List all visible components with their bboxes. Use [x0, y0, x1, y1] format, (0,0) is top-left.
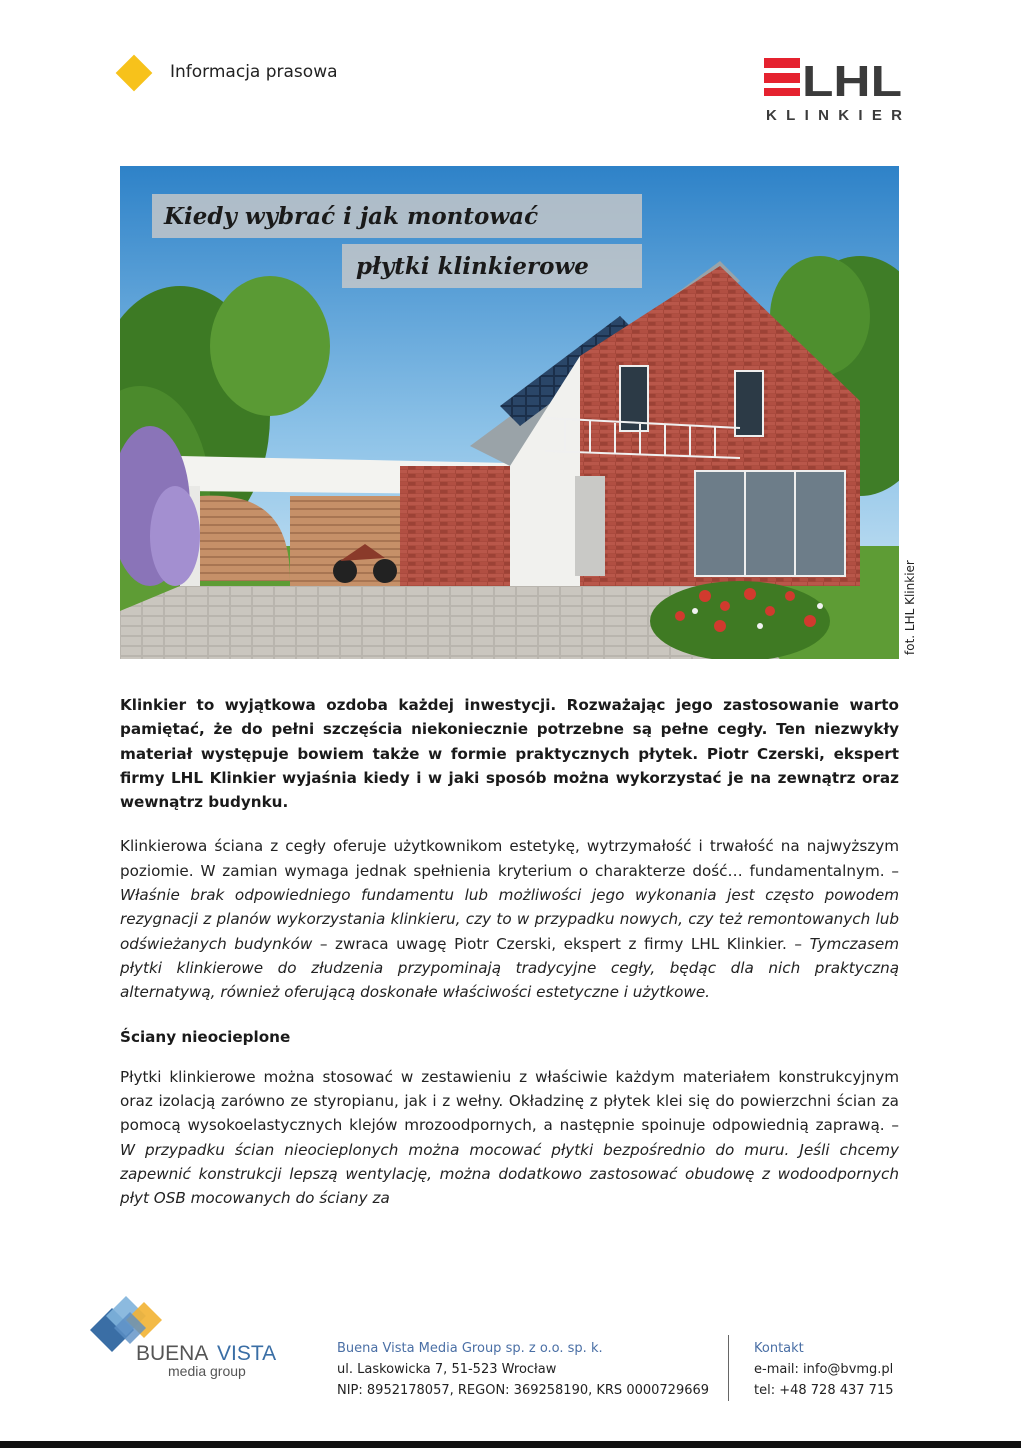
bottom-bar: [0, 1441, 1021, 1448]
hero-image: [120, 166, 899, 659]
p2-text-a: Płytki klinkierowe można stosować w zestawieniu z właściwie każdym materiałem konstrukcyjnym oraz izolacją zarówno ze styropianu, jak i z wełny. Okładzinę z płytek klei się do powierzchni ścian za pomocą wysokoelastycznych klejów mrozoodpornych, a następnie spoinuje odpowiednią zaprawą. –: [120, 1067, 899, 1135]
article-body: [120, 693, 899, 1231]
p1-quote-a: Właśnie brak odpowiedniego fundamentu lub możliwości jego wykonania jest często powodem rezygnacji z planów wykorzystania klinkieru, czy to w przypadku nowych, czy też remontowanych lub odświeżanych budynków: [120, 886, 899, 953]
buena-vista-logo: [86, 1294, 306, 1384]
company-name: Buena Vista Media Group sp. z o.o. sp. k.: [337, 1341, 603, 1356]
contact-title: Kontakt: [754, 1341, 804, 1356]
company-registry: NIP: 8952178057, REGON: 369258190, KRS 0000729669: [337, 1383, 710, 1398]
logo-bar-middle: [764, 73, 800, 83]
footer-contact: [754, 1338, 894, 1401]
logo-tagline: media group: [168, 1363, 246, 1379]
contact-email[interactable]: e-mail: info@bvmg.pl: [754, 1362, 894, 1377]
section-heading: Ściany nieocieplone: [120, 1027, 291, 1046]
paragraph-1: [120, 834, 899, 1004]
diamond-bullet-icon: [116, 55, 153, 92]
house-illustration: [120, 166, 899, 659]
logo-bar-bottom: [764, 88, 800, 96]
lead-paragraph: Klinkier to wyjątkowa ozdoba każdej inwestycji. Rozważając jego zastosowanie warto pamiętać, że do pełni szczęścia niekoniecznie potrzebne są pełne cegły. Ten niezwykły materiał występuje bowiem także w formie praktycznych płytek. Piotr Czerski, ekspert firmy LHL Klinkier wyjaśnia kiedy i w jaki sposób można wykorzystać je na zewnątrz oraz wewnątrz budynku.: [120, 696, 899, 812]
logo-brand-b: VISTA: [217, 1342, 277, 1365]
contact-phone[interactable]: tel: +48 728 437 715: [754, 1383, 894, 1398]
hero-title-line2: płytki klinkierowe: [342, 244, 642, 288]
footer-company: [337, 1338, 709, 1401]
hero-title-line1: Kiedy wybrać i jak montować: [152, 194, 642, 238]
logo-bar-top: [764, 58, 800, 68]
p1-text-a: Klinkierowa ściana z cegły oferuje użytkownikom estetykę, wytrzymałość i trwałość na najwyższym poziomie. W zamian wymaga jednak spełnienia kryterium o charakterze dość… fundamentalnym. –: [120, 837, 899, 880]
p1-quote-b: Tymczasem płytki klinkierowe do złudzenia przypominają tradycyjne cegły, będąc dla nich praktyczną alternatywą, również oferującą doskonałe właściwości estetyczne i użytkowe.: [120, 934, 899, 1002]
header-label: Informacja prasowa: [170, 62, 338, 82]
p2-quote-a: W przypadku ścian nieocieplonych można mocować płytki bezpośrednio do muru. Jeśli chcemy zapewnić konstrukcji lepszą wentylację, można dodatkowo zastosować obudowę z wodoodpornych płyt OSB mocowanych do ściany za: [120, 1140, 899, 1208]
logo-text: LHL: [802, 57, 902, 106]
lhl-klinkier-logo: [764, 56, 904, 122]
footer-divider: [728, 1335, 729, 1401]
company-address: ul. Laskowicka 7, 51-523 Wrocław: [337, 1362, 557, 1377]
paragraph-2: [120, 1065, 899, 1211]
p1-text-b: – zwraca uwagę Piotr Czerski, ekspert z firmy LHL Klinkier. –: [312, 934, 810, 953]
logo-subtext: KLINKIER: [766, 107, 902, 122]
photo-credit: fot. LHL Klinkier: [903, 560, 917, 655]
logo-brand-a: BUENA: [136, 1342, 209, 1365]
